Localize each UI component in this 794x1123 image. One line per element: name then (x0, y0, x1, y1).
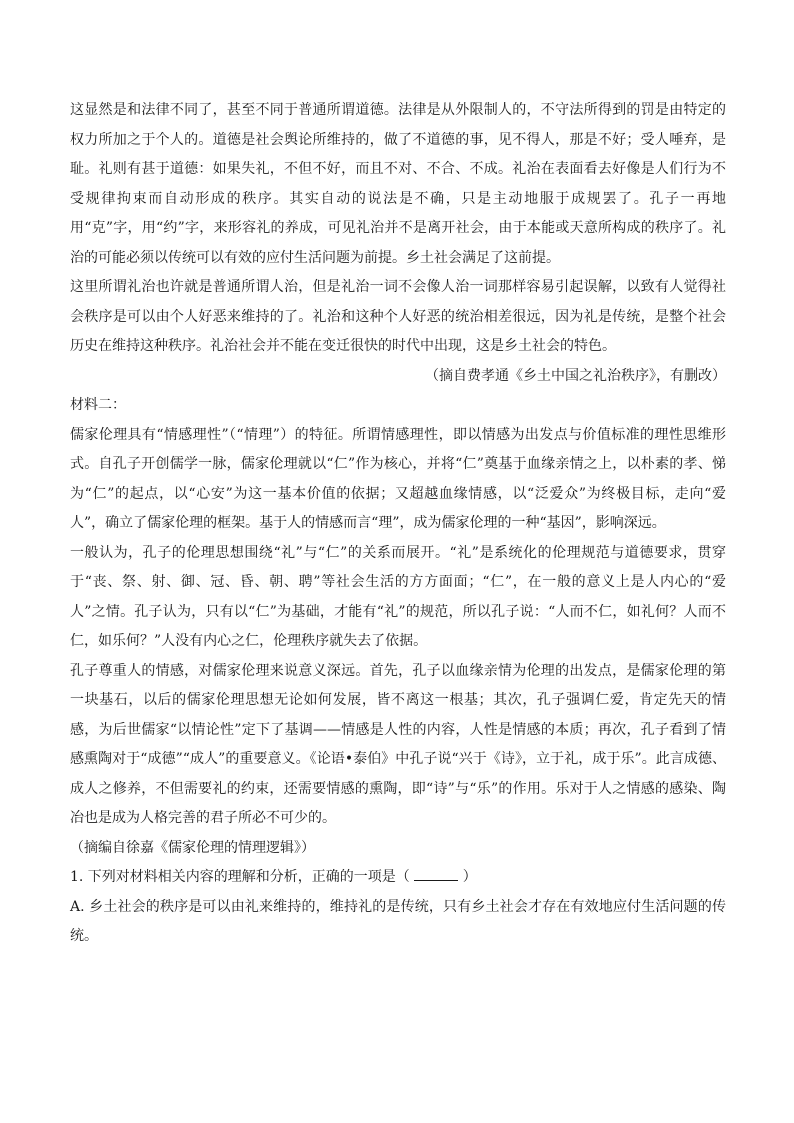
question-1-option-a: A. 乡土社会的秩序是可以由礼来维持的，维持礼的是传统，只有乡土社会才存在有效地应付生活问题的传统。 (70, 898, 726, 944)
material2-label: 材料二： (70, 397, 126, 413)
material1-paragraph-2: 这里所谓礼治也许就是普通所谓人治，但是礼治一词不会像人治一词那样容易引起误解，以致有人觉得社会秩序是可以由个人好恶来维持的了。礼治和这种个人好恶的统治相差很远，因为礼是传统，是整个社会历史在维持这种秩序。礼治社会并不能在变迁很快的时代中出现，这是乡土社会的特色。 (70, 279, 726, 354)
answer-blank[interactable] (414, 866, 458, 881)
question-1-stem-text: 1. 下列对材料相关内容的理解和分析，正确的一项是（ (70, 869, 415, 885)
material2-paragraph-3: 孔子尊重人的情感，对儒家伦理来说意义深远。首先，孔子以血缘亲情为伦理的出发点，是儒家伦理的第一块基石，以后的儒家伦理思想无论如何发展，皆不离这一根基；其次，孔子强调仁爱，肯定先天的情感，为后世儒家“以情论性”定下了基调——情感是人性的内容，人性是情感的本质；再次，孔子看到了情感熏陶对于“成德”“成人”的重要意义。《论语•泰伯》中孔子说“兴于《诗》，立于礼，成于乐”。此言成德、成人之修养，不但需要礼的约束，还需要情感的熏陶，即“诗”与“乐”的作用。乐对于人之情感的感染、陶冶也是成为人格完善的君子所必不可少的。 (70, 662, 726, 826)
document-page (70, 96, 726, 952)
question-1-stem (70, 863, 726, 893)
question-1-stem-close: ） (458, 869, 477, 885)
material1-source: （摘自费孝通《乡土中国之礼治秩序》，有删改） (425, 367, 726, 384)
material2-paragraph-2: 一般认为，孔子的伦理思想围绕“礼”与“仁”的关系而展开。“礼”是系统化的伦理规范与道德要求，贯穿于“丧、祭、射、御、冠、昏、朝、聘”等社会生活的方方面面；“仁”，在一般的意义上是人内心的“爱人”之情。孔子认为，只有以“仁”为基础，才能有“礼”的规范，所以孔子说：“人而不仁，如礼何？人而不仁，如乐何？”人没有内心之仁，伦理秩序就失去了依据。 (70, 544, 726, 649)
material2-source: （摘编自徐嘉《儒家伦理的情理逻辑》） (70, 839, 315, 856)
material2-paragraph-1: 儒家伦理具有“情感理性”（“情理”）的特征。所谓情感理性，即以情感为出发点与价值标准的理性思维形式。自孔子开创儒学一脉，儒家伦理就以“仁”作为核心，并将“仁”奠基于血缘亲情之上，以朴素的孝、悌为“仁”的起点，以“心安”为这一基本价值的依据；又超越血缘情感，以“泛爱众”为终极目标，走向“爱人”，确立了儒家伦理的框架。基于人的情感而言“理”，成为儒家伦理的一种“基因”，影响深远。 (70, 426, 726, 531)
material1-paragraph-1: 这显然是和法律不同了，甚至不同于普通所谓道德。法律是从外限制人的，不守法所得到的罚是由特定的权力所加之于个人的。道德是社会舆论所维持的，做了不道德的事，见不得人，那是不好；受人唾弃，是耻。礼则有甚于道德：如果失礼，不但不好，而且不对、不合、不成。礼治在表面看去好像是人们行为不受规律拘束而自动形成的秩序。其实自动的说法是不确，只是主动地服于成规罢了。孔子一再地用“克”字，用“约”字，来形容礼的养成，可见礼治并不是离开社会，由于本能或天意所构成的秩序了。礼治的可能必须以传统可以有效的应付生活问题为前提。乡土社会满足了这前提。 (70, 102, 726, 266)
